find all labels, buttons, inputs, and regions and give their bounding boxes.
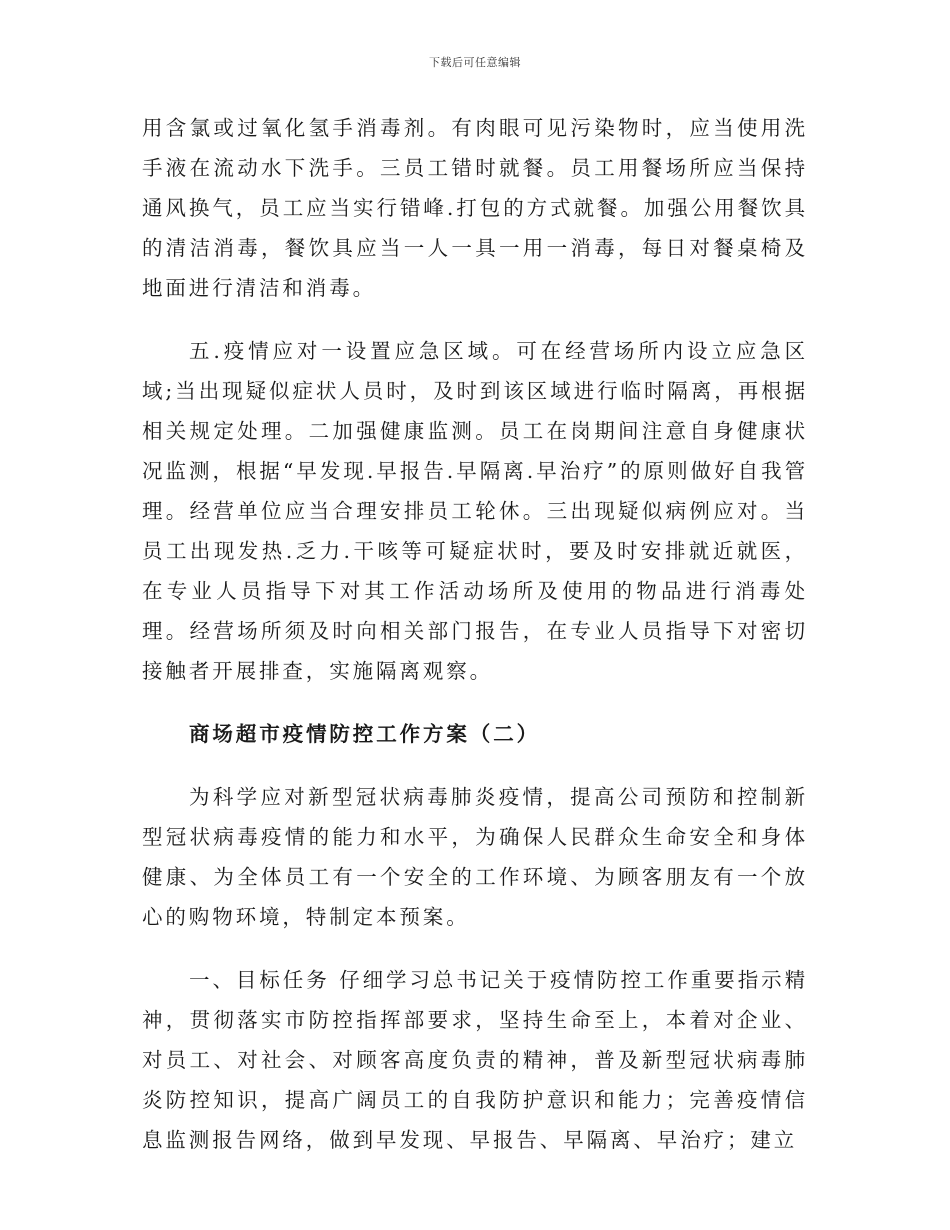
page-header-note: 下载后可任意编辑 bbox=[429, 56, 521, 69]
paragraph-objectives: 一、目标任务 仔细学习总书记关于疫情防控工作重要指示精神，贯彻落实市防控指挥部要求，坚持生命至上，本着对企业、对员工、对社会、对顾客高度负责的精神，普及新型冠状病毒肺炎防控知识，提高广阔员工的自我防护意识和能力；完善疫情信息监测报告网络，做到早发现、早报告、早隔离、早治疗；建立 bbox=[142, 968, 808, 1152]
paragraph-hand-hygiene: 用含氯或过氧化氢手消毒剂。有肉眼可见污染物时，应当使用洗手液在流动水下洗手。三员工错时就餐。员工用餐场所应当保持通风换气，员工应当实行错峰.打包的方式就餐。加强公用餐饮具的清洁消毒，餐饮具应当一人一具一用一消毒，每日对餐桌椅及地面进行清洁和消毒。 bbox=[142, 116, 808, 300]
paragraph-purpose: 为科学应对新型冠状病毒肺炎疫情，提高公司预防和控制新型冠状病毒疫情的能力和水平，为确保人民群众生命安全和身体健康、为全体员工有一个安全的工作环境、为顾客朋友有一个放心的购物环境，特制定本预案。 bbox=[142, 785, 808, 929]
document-body bbox=[142, 108, 808, 1160]
section-title: 商场超市疫情防控工作方案（二） bbox=[189, 722, 540, 746]
paragraph-epidemic-response: 五.疫情应对一设置应急区域。可在经营场所内设立应急区域;当出现疑似症状人员时，及时到该区域进行临时隔离，再根据相关规定处理。二加强健康监测。员工在岗期间注意自身健康状况监测，根据“早发现.早报告.早隔离.早治疗”的原则做好自我管理。经营单位应当合理安排员工轮休。三出现疑似病例应对。当员工出现发热.乏力.干咳等可疑症状时，要及时安排就近就医，在专业人员指导下对其工作活动场所及使用的物品进行消毒处理。经营场所须及时向相关部门报告，在专业人员指导下对密切接触者开展排查，实施隔离观察。 bbox=[142, 339, 808, 683]
